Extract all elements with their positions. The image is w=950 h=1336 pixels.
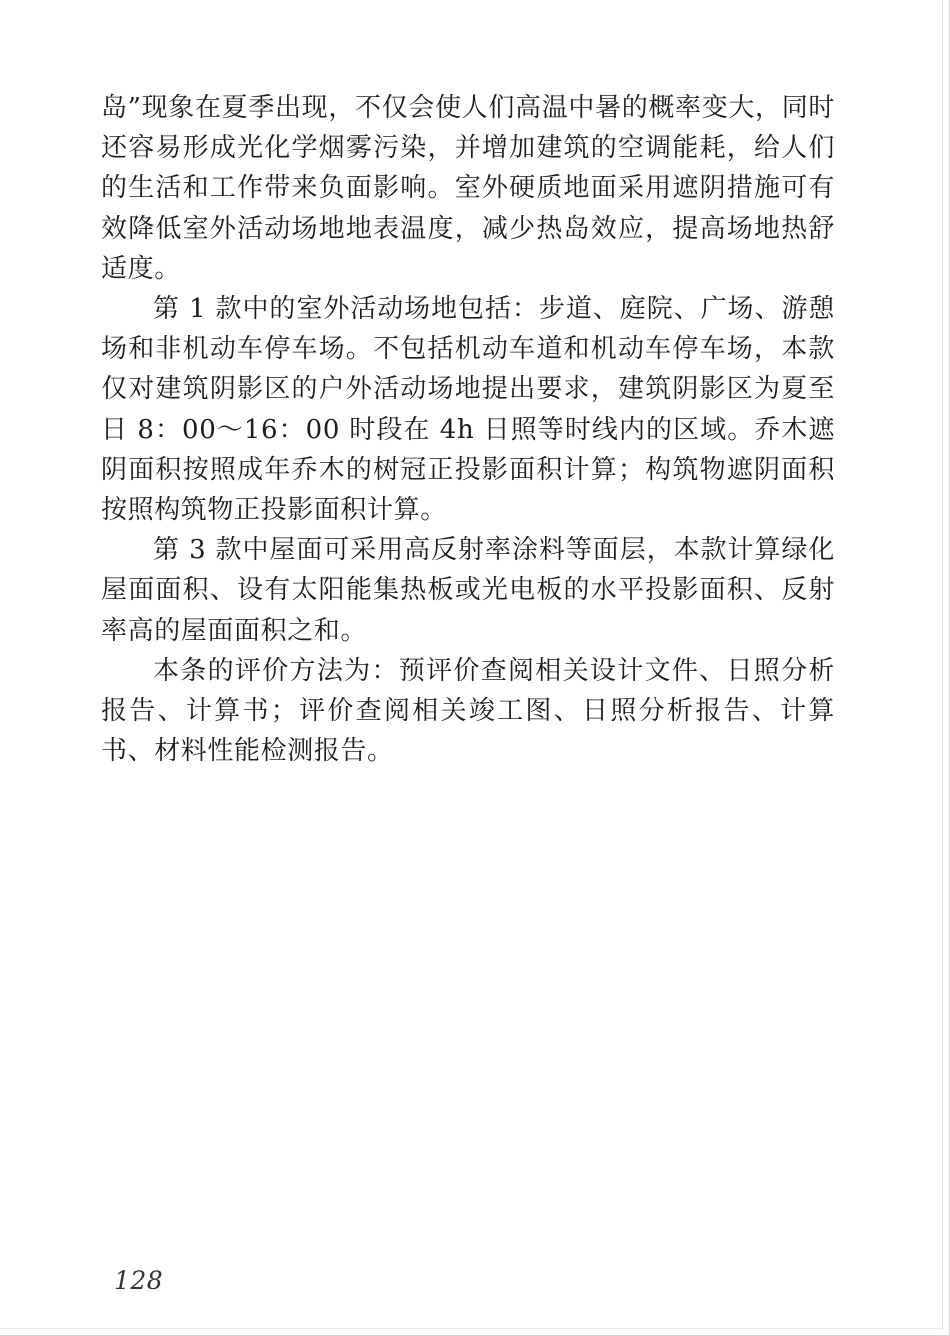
page-number: 128	[114, 1266, 164, 1295]
paragraph-evaluation-method: 本条的评价方法为：预评价查阅相关设计文件、日照分析报告、计算书；评价查阅相关竣工图、日照分析报告、计算书、材料性能检测报告。	[101, 655, 835, 767]
paragraph-clause-3: 第 3 款中屋面可采用高反射率涂料等面层，本款计算绿化屋面面积、设有太阳能集热板或光电板的水平投影面积、反射率高的屋面面积之和。	[101, 535, 835, 646]
body-text	[101, 88, 835, 771]
paragraph-continuation: 岛”现象在夏季出现，不仅会使人们高温中暑的概率变大，同时还容易形成光化学烟雾污染，并增加建筑的空调能耗，给人们的生活和工作带来负面影响。室外硬质地面采用遮阴措施可有效降低室外活动场地地表温度，减少热岛效应，提高场地热舒适度。	[101, 93, 835, 284]
paragraph-clause-1: 第 1 款中的室外活动场地包括：步道、庭院、广场、游憩场和非机动车停车场。不包括机动车道和机动车停车场，本款仅对建筑阴影区的户外活动场地提出要求，建筑阴影区为夏至日 8：00～16：00 时段在 4h 日照等时线内的区域。乔木遮阴面积按照成年乔木的树冠正投影面积计算；构筑物遮阴面积按照构筑物正投影面积计算。	[101, 294, 835, 526]
